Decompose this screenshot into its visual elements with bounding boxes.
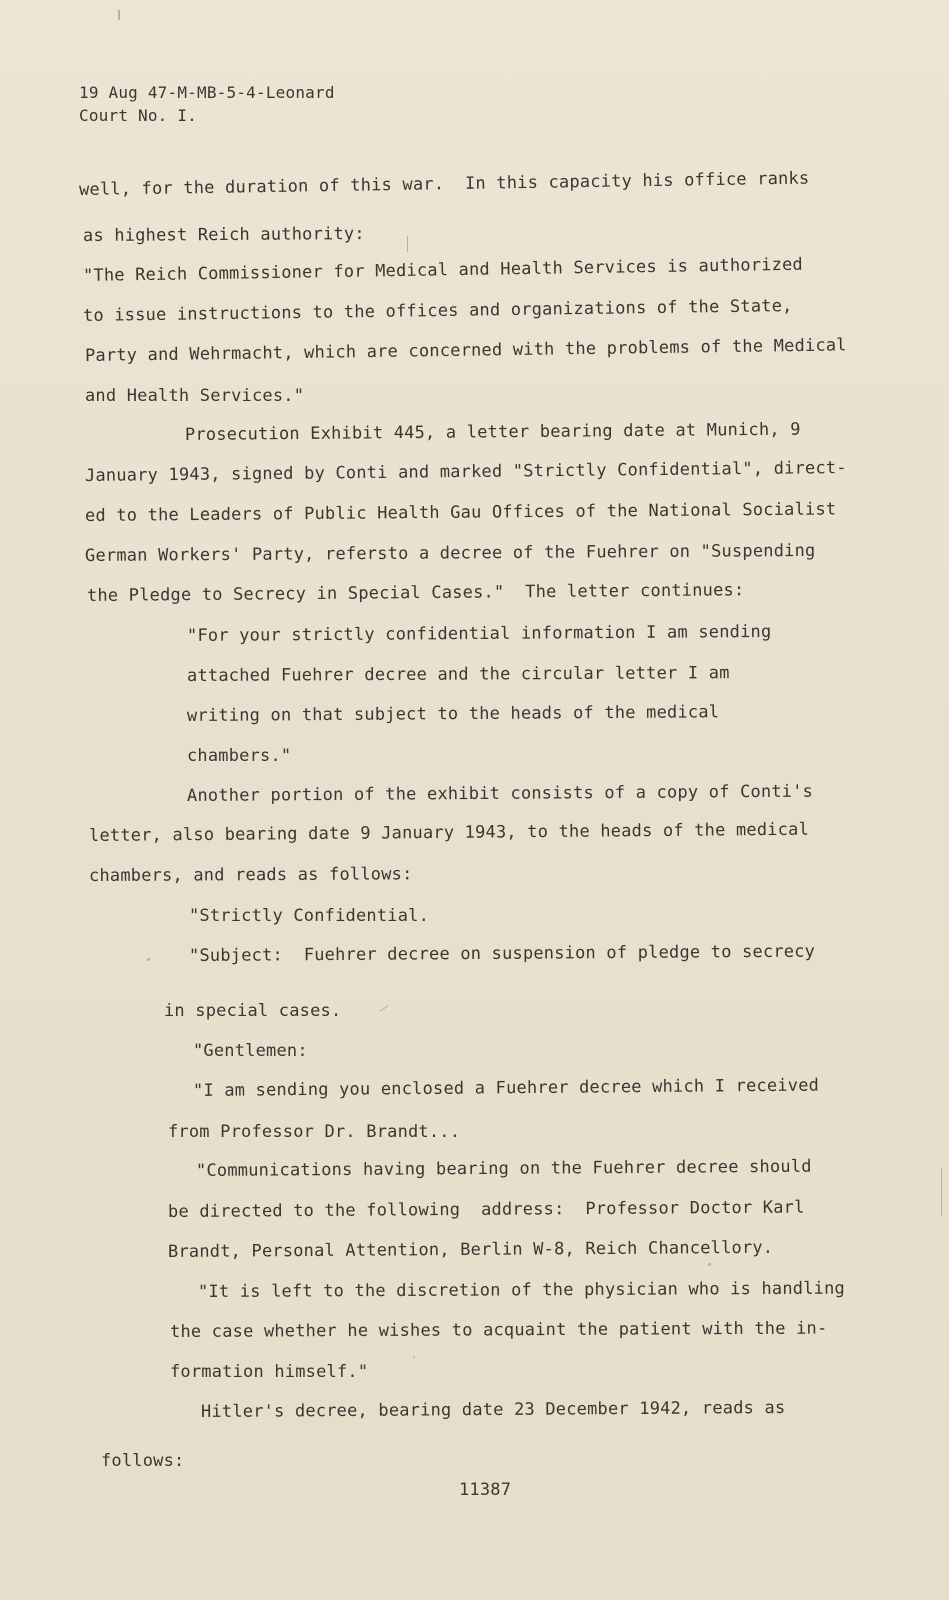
body-line: "Subject: Fuehrer decree on suspension of pledge to secrecy xyxy=(188,941,816,966)
scan-mark xyxy=(380,1005,389,1012)
body-line: follows: xyxy=(101,1451,185,1471)
scan-mark xyxy=(413,1356,415,1358)
body-line: the case whether he wishes to acquaint the patient with the in- xyxy=(169,1318,828,1342)
body-line: Party and Wehrmacht, which are concerned with the problems of the Medical xyxy=(84,335,847,366)
body-line: German Workers' Party, refersto a decree of the Fuehrer on "Suspending xyxy=(84,540,816,566)
body-line: "Gentlemen: xyxy=(193,1041,308,1061)
body-line: from Professor Dr. Brandt... xyxy=(168,1122,461,1142)
scan-mark xyxy=(147,958,150,961)
body-line: be directed to the following address: Professor Doctor Karl xyxy=(167,1197,805,1222)
body-line: Another portion of the exhibit consists of a copy of Conti's xyxy=(186,781,814,806)
body-line: "I am sending you enclosed a Fuehrer decree which I received xyxy=(192,1075,820,1101)
scan-mark xyxy=(118,10,120,20)
body-line: Brandt, Personal Attention, Berlin W-8, Reich Chancellory. xyxy=(167,1237,774,1262)
body-line: writing on that subject to the heads of the medical xyxy=(186,702,720,726)
body-line: January 1943, signed by Conti and marked "Strictly Confidential", direct- xyxy=(84,458,847,486)
header-line-1: 19 Aug 47-M-MB-5-4-Leonard xyxy=(79,83,335,102)
header-line-2: Court No. I. xyxy=(79,106,197,125)
body-line: to issue instructions to the offices and organizations of the State, xyxy=(82,296,793,326)
body-line: attached Fuehrer decree and the circular letter I am xyxy=(186,663,730,686)
body-line: letter, also bearing date 9 January 1943, to the heads of the medical xyxy=(88,819,810,846)
body-line: formation himself." xyxy=(170,1362,369,1382)
body-line: in special cases. xyxy=(164,1001,342,1021)
body-line: and Health Services." xyxy=(85,386,305,406)
body-line: Prosecution Exhibit 445, a letter bearing date at Munich, 9 xyxy=(184,419,801,445)
body-line: Hitler's decree, bearing date 23 December 1942, reads as xyxy=(200,1397,786,1422)
scan-mark xyxy=(941,1168,942,1216)
body-line: "The Reich Commissioner for Medical and Health Services is authorized xyxy=(82,254,804,286)
body-line: chambers." xyxy=(187,746,292,766)
body-line: "It is left to the discretion of the physician who is handling xyxy=(197,1278,846,1302)
body-line: ed to the Leaders of Public Health Gau Offices of the National Socialist xyxy=(84,499,837,526)
page-number: 11387 xyxy=(459,1480,512,1500)
body-line: chambers, and reads as follows: xyxy=(88,864,413,886)
body-line: "For your strictly confidential information I am sending xyxy=(186,621,772,646)
body-line: the Pledge to Secrecy in Special Cases." The letter continues: xyxy=(86,580,745,606)
body-line: well, for the duration of this war. In this capacity his office ranks xyxy=(78,168,810,200)
scan-mark xyxy=(407,236,408,252)
body-line: "Strictly Confidential. xyxy=(189,906,430,926)
body-line: "Communications having bearing on the Fuehrer decree should xyxy=(195,1156,812,1181)
body-line: as highest Reich authority: xyxy=(82,224,365,246)
scan-mark xyxy=(708,1263,711,1266)
